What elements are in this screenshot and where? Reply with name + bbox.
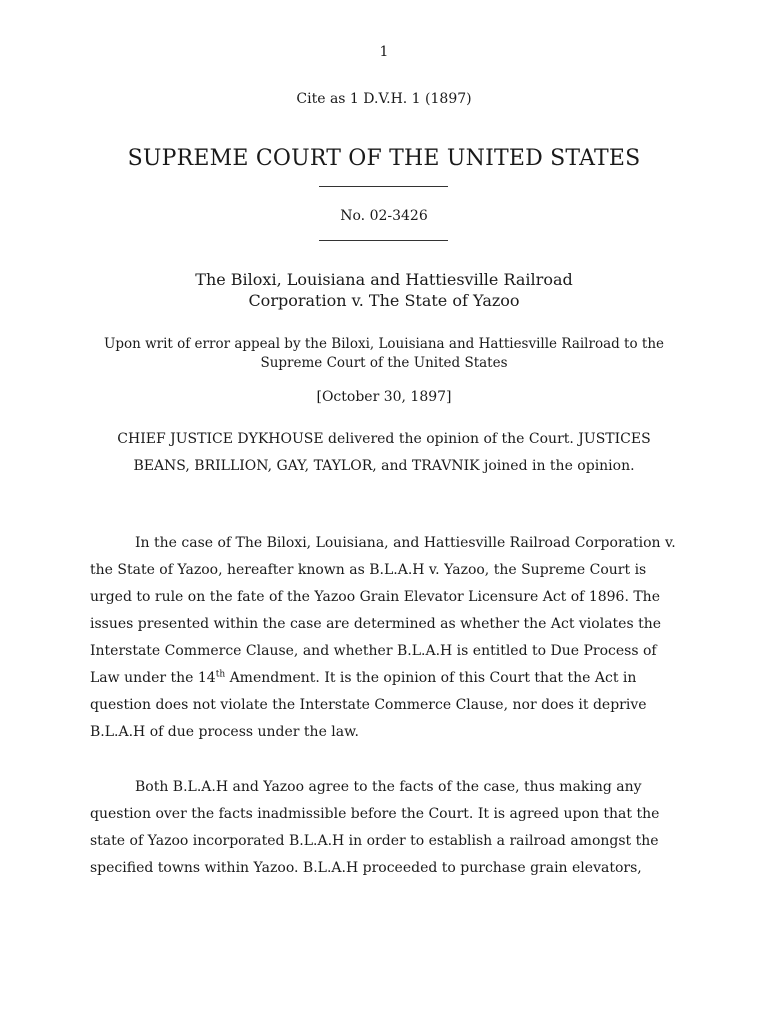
divider-rule: [319, 186, 448, 187]
paragraph-line: B.L.A.H of due process under the law.: [90, 724, 359, 740]
citation: Cite as 1 D.V.H. 1 (1897): [296, 91, 472, 107]
opinion-delivered: [0, 426, 768, 480]
paragraph-line: [90, 670, 636, 686]
writ-statement: [0, 335, 768, 373]
docket-number: No. 02-3426: [340, 208, 428, 224]
paragraph-line: the State of Yazoo, hereafter known as B.L.A.H v. Yazoo, the Supreme Court is: [90, 562, 647, 578]
court-heading: SUPREME COURT OF THE UNITED STATES: [127, 146, 641, 171]
line-text: Law under the 14: [90, 670, 216, 686]
writ-line: Upon writ of error appeal by the Biloxi, Louisiana and Hattiesville Railroad to the: [103, 336, 665, 352]
paragraph-line: Interstate Commerce Clause, and whether B.L.A.H is entitled to Due Process of: [90, 643, 657, 659]
paragraph-line: In the case of The Biloxi, Louisiana, and Hattiesville Railroad Corporation v.: [135, 535, 676, 551]
case-title-line: The Biloxi, Louisiana and Hattiesville Railroad: [195, 270, 573, 289]
delivered-line: CHIEF JUSTICE DYKHOUSE delivered the opinion of the Court. JUSTICES: [117, 431, 651, 447]
case-title-line: Corporation v. The State of Yazoo: [248, 291, 520, 310]
paragraph-line: state of Yazoo incorporated B.L.A.H in order to establish a railroad amongst the: [90, 833, 659, 849]
line-text: Amendment. It is the opinion of this Court that the Act in: [225, 670, 637, 686]
paragraph-line: Both B.L.A.H and Yazoo agree to the facts of the case, thus making any: [135, 779, 642, 795]
divider-rule: [319, 240, 448, 241]
paragraph-line: question over the facts inadmissible before the Court. It is agreed upon that the: [90, 806, 660, 822]
delivered-line: BEANS, BRILLION, GAY, TAYLOR, and TRAVNIK joined in the opinion.: [133, 458, 635, 474]
paragraph-line: specified towns within Yazoo. B.L.A.H proceeded to purchase grain elevators,: [90, 860, 642, 876]
paragraph-line: urged to rule on the fate of the Yazoo Grain Elevator Licensure Act of 1896. The: [90, 589, 660, 605]
paragraph-line: question does not violate the Interstate Commerce Clause, nor does it deprive: [90, 697, 647, 713]
paragraph-line: issues presented within the case are determined as whether the Act violates the: [90, 616, 662, 632]
writ-line: Supreme Court of the United States: [260, 355, 508, 371]
page-number: 1: [379, 44, 389, 60]
decision-date: [October 30, 1897]: [316, 389, 452, 405]
case-title: [0, 269, 768, 311]
ordinal-suffix: th: [215, 669, 226, 680]
